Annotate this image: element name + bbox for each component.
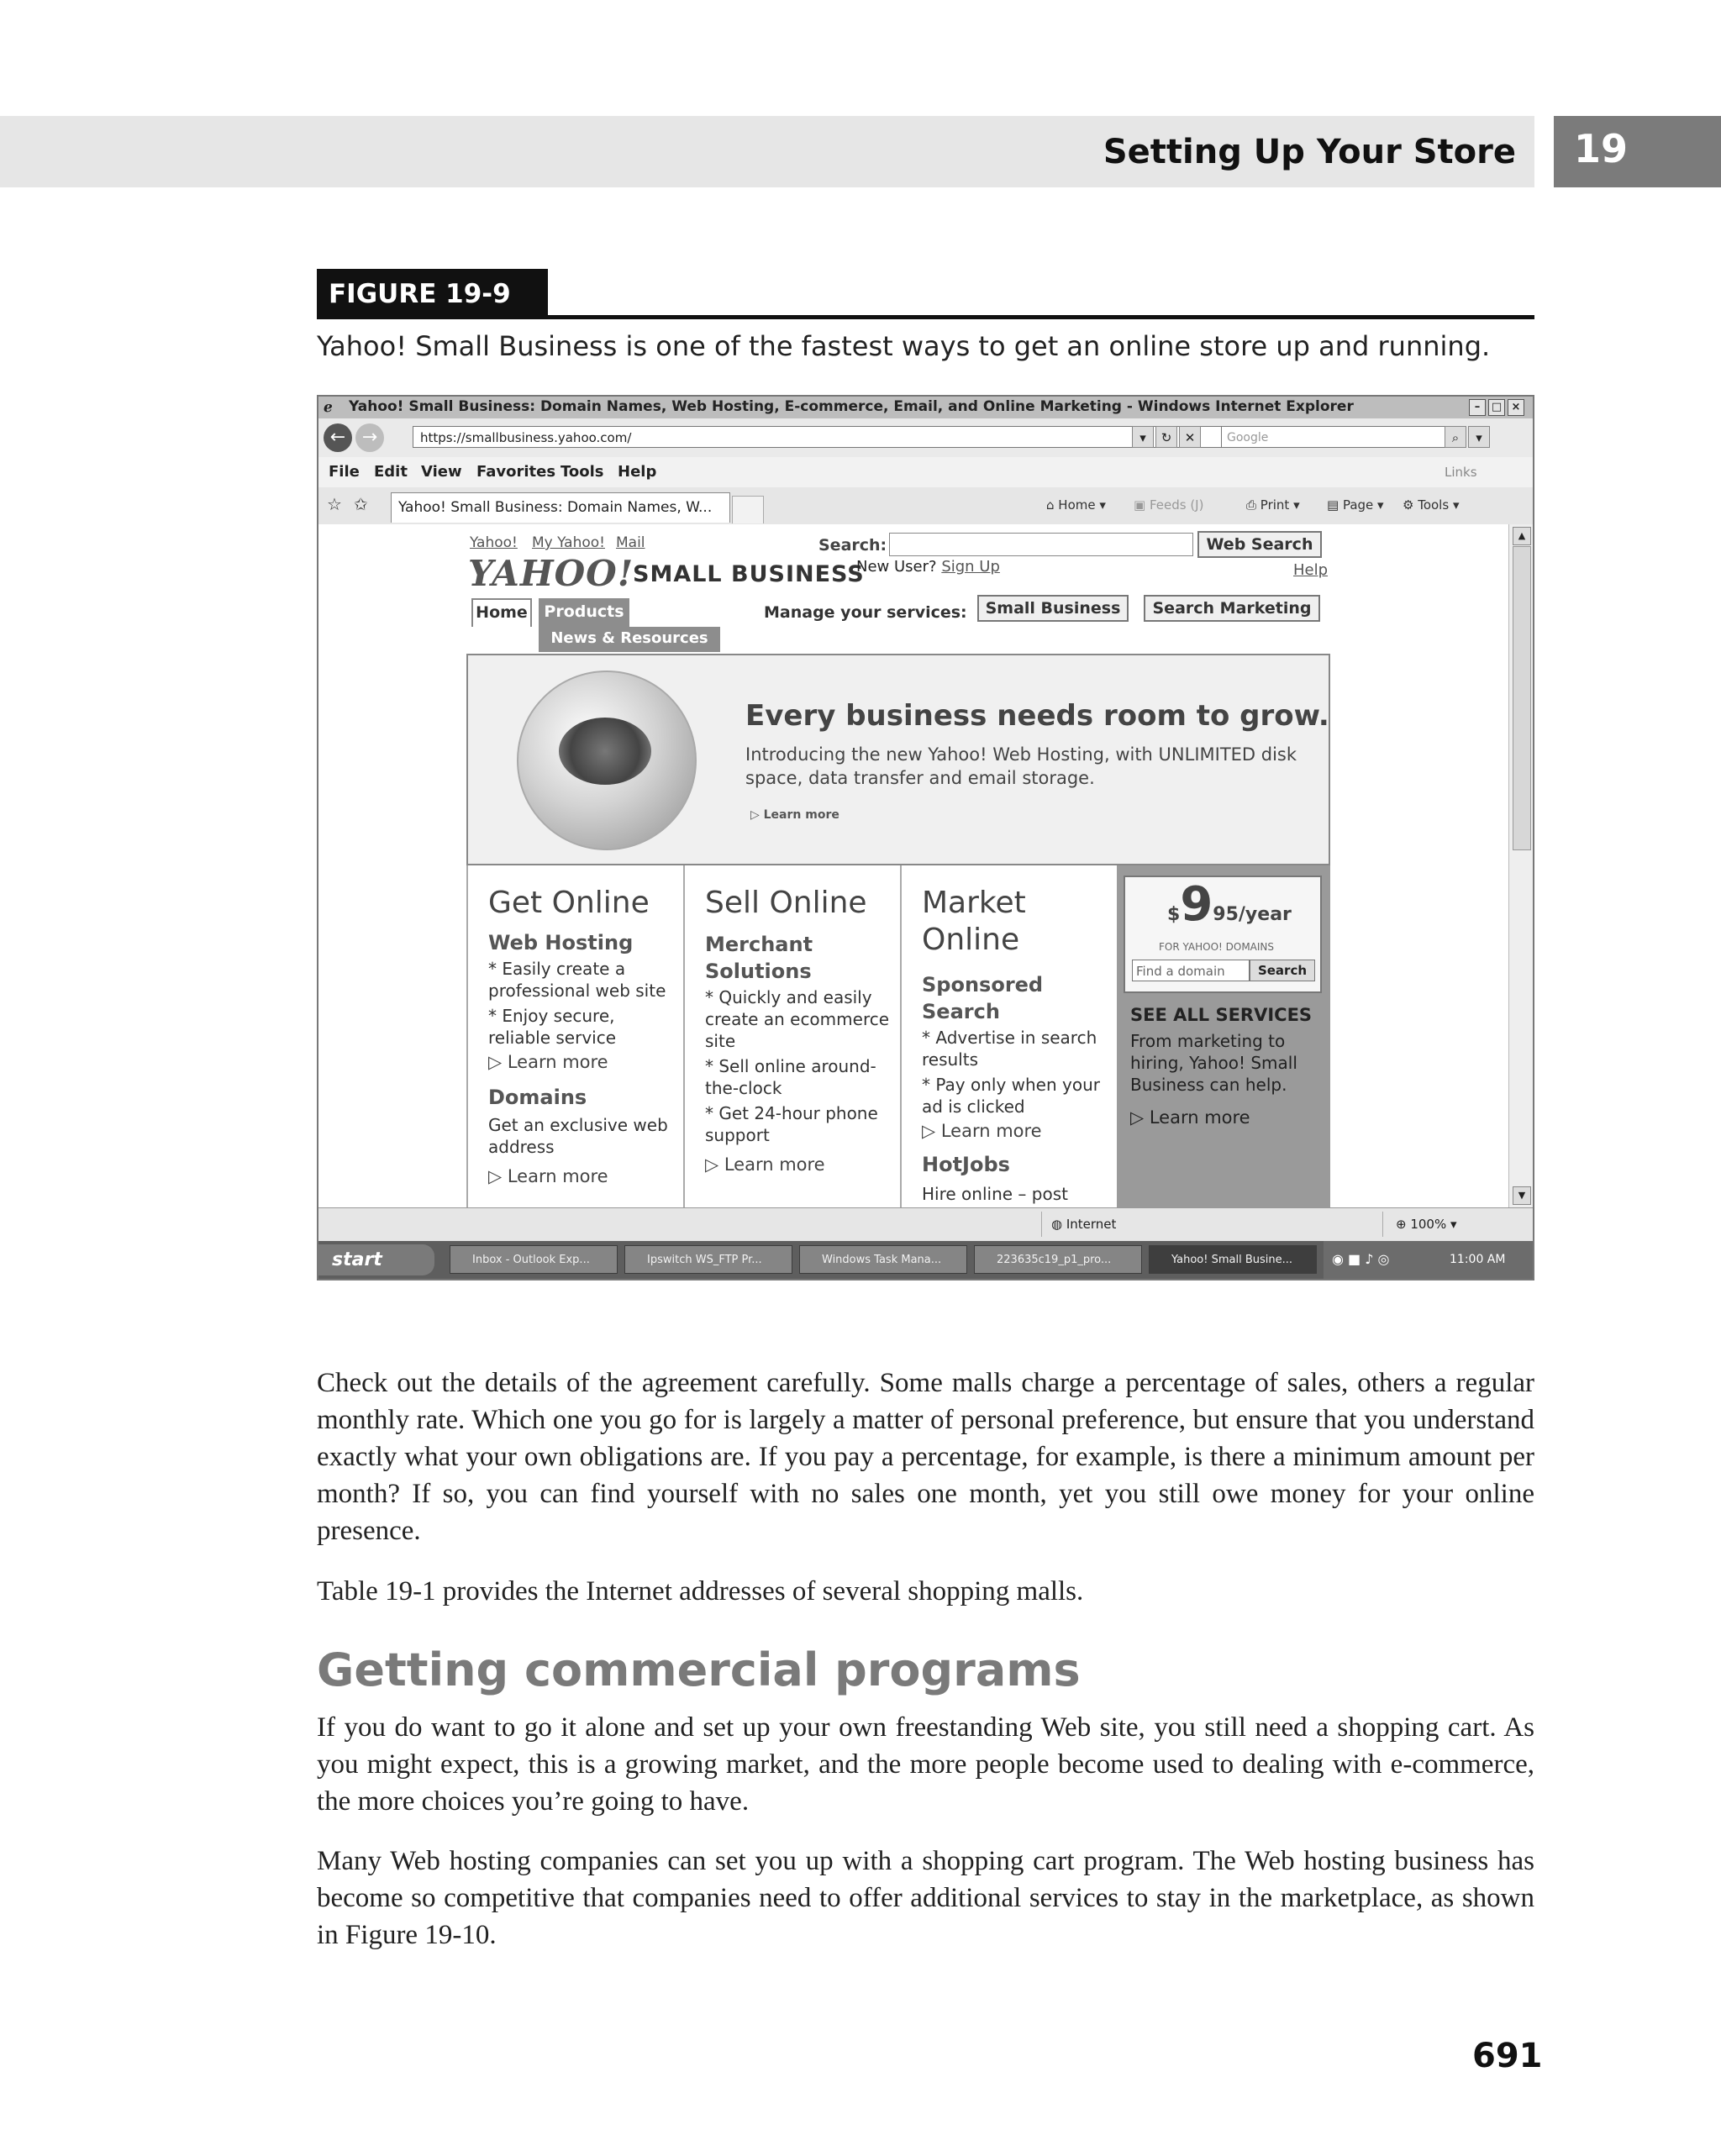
hero-learn-more[interactable]: ▷ Learn more (750, 808, 839, 822)
scroll-down-icon[interactable]: ▼ (1513, 1186, 1531, 1205)
add-favorites-icon[interactable]: ✩ (354, 494, 368, 514)
status-divider-2 (1382, 1212, 1383, 1237)
address-bar (318, 418, 1533, 458)
help-link[interactable]: Help (1293, 561, 1329, 579)
search-icon[interactable]: ⌕ (1445, 426, 1466, 448)
close-icon[interactable]: × (1508, 399, 1524, 416)
status-zone-label: Internet (1066, 1217, 1117, 1232)
menu-file[interactable]: File (329, 463, 360, 481)
taskbar (318, 1241, 1533, 1279)
tab-news-resources[interactable]: News & Resources (539, 627, 720, 652)
hero-headline: Every business needs room to grow. (745, 699, 1329, 733)
browser-tab-active[interactable] (391, 492, 730, 523)
services-sidebar (1117, 865, 1330, 1207)
manage-services-label: Manage your services: (764, 603, 967, 622)
status-divider (1041, 1212, 1042, 1237)
home-command[interactable]: ⌂ Home ▾ (1046, 497, 1106, 513)
chapter-number-tab (1554, 116, 1721, 187)
task-ftp[interactable]: Ipswitch WS_FTP Pr... (624, 1245, 792, 1274)
web-search-button[interactable]: Web Search (1197, 531, 1322, 558)
favorites-star-icon[interactable]: ☆ (327, 494, 342, 514)
forward-icon[interactable]: → (355, 423, 384, 452)
running-header-title: Setting Up Your Store (1103, 133, 1516, 171)
sign-up-link[interactable]: Sign Up (941, 558, 1000, 576)
menu-tools[interactable]: Tools (561, 463, 604, 481)
link-yahoo[interactable]: Yahoo! (470, 534, 518, 551)
url-field[interactable]: https://smallbusiness.yahoo.com/ (413, 426, 1223, 448)
home-label: Home (1058, 497, 1096, 513)
figure-caption: Yahoo! Small Business is one of the fastest ways to get an online store up and running. (317, 330, 1491, 362)
print-label: Print (1260, 497, 1290, 513)
search-options-icon[interactable]: ▾ (1468, 426, 1490, 448)
new-user-text: New User? (856, 558, 937, 576)
web-page (318, 524, 1508, 1207)
paragraph-freestanding: If you do want to go it alone and set up your own freestanding Web site, you still need a shopping cart. As you might expect, this is a growing market, and the more people become used to dealing with e-commerce, the more choices you’re going to have. (317, 1712, 1534, 1817)
zoom-level[interactable]: ⊕ 100% ▾ (1396, 1217, 1457, 1232)
pufferfish-image (559, 718, 651, 785)
price-dollar: $ (1167, 904, 1181, 925)
get-online-column (466, 865, 683, 1207)
sponsored-learn-more-label: Learn more (940, 1121, 1042, 1141)
sponsored-search-heading[interactable]: Sponsored Search (922, 973, 1044, 1023)
new-tab-button[interactable] (732, 496, 764, 523)
web-hosting-heading[interactable]: Web Hosting (488, 931, 634, 954)
window-title: Yahoo! Small Business: Domain Names, Web Hosting, E-commerce, Email, and Online Marketing - Windows Internet Explorer (349, 398, 1354, 415)
domains-heading[interactable]: Domains (488, 1086, 587, 1109)
merchant-learn-more-label: Learn more (724, 1154, 825, 1175)
tools-label: Tools (1418, 497, 1450, 513)
links-label[interactable]: Links (1445, 465, 1477, 480)
domain-price (1167, 877, 1292, 932)
search-label: Search: (818, 536, 887, 555)
see-all-services-heading[interactable]: SEE ALL SERVICES (1130, 1005, 1313, 1025)
tray-icons[interactable]: ◉ ■ ♪ ◎ (1332, 1251, 1390, 1267)
merchant-solutions-heading[interactable]: Merchant Solutions (705, 933, 813, 983)
web-hosting-bullet-1: * Easily create a professional web site (488, 959, 666, 1001)
hotjobs-heading[interactable]: HotJobs (922, 1153, 1010, 1176)
new-user-prompt (856, 558, 1000, 576)
browser-screenshot (317, 395, 1534, 1280)
zoom-label: 100% (1410, 1217, 1447, 1232)
menu-bar (318, 457, 1533, 488)
price-cents: 95/year (1213, 904, 1292, 925)
feeds-label: Feeds (J) (1149, 497, 1204, 513)
scroll-thumb[interactable] (1513, 546, 1531, 850)
menu-view[interactable]: View (421, 463, 462, 481)
paragraph-hosting: Many Web hosting companies can set you up with a shopping cart program. The Web hosting business has become so competitive that companies need to offer additional services to stay in the marketplace, as shown in Figure 19-10. (317, 1846, 1534, 1950)
yahoo-logo[interactable]: YAHOO! (468, 553, 634, 594)
tab-products[interactable]: Products (539, 598, 629, 627)
feeds-command[interactable]: ▣ Feeds (J) (1134, 497, 1204, 513)
price-whole: 9 (1180, 877, 1213, 932)
minimize-icon[interactable]: – (1469, 399, 1486, 416)
get-online-title: Get Online (488, 886, 650, 920)
web-hosting-bullet-2: * Enjoy secure, reliable service (488, 1006, 617, 1048)
domains-learn-more-label: Learn more (507, 1166, 608, 1186)
see-all-services-text: From marketing to hiring, Yahoo! Small Business can help. (1130, 1031, 1297, 1095)
merchant-bullet-1: * Quickly and easily create an ecommerce site (705, 987, 890, 1051)
domain-price-box (1124, 876, 1322, 993)
dropdown-icon[interactable]: ▾ (1132, 426, 1154, 448)
task-document[interactable]: 223635c19_p1_pro... (974, 1245, 1142, 1274)
start-button[interactable]: start (318, 1244, 434, 1275)
hotjobs-text: Hire online – post (922, 1184, 1068, 1204)
tab-home[interactable]: Home (471, 598, 532, 627)
menu-help[interactable]: Help (618, 463, 657, 481)
small-business-brand: SMALL BUSINESS (633, 561, 865, 587)
status-zone: ◍ Internet (1051, 1217, 1117, 1232)
domain-price-note: FOR YAHOO! DOMAINS (1159, 941, 1275, 953)
find-domain-input[interactable]: Find a domain (1132, 960, 1250, 981)
clock: 11:00 AM (1450, 1253, 1506, 1266)
task-yahoo-browser[interactable]: Yahoo! Small Busine... (1149, 1245, 1317, 1274)
scroll-up-icon[interactable]: ▲ (1513, 527, 1531, 545)
tab-bar (318, 487, 1533, 525)
sell-online-title: Sell Online (705, 886, 867, 920)
link-mail[interactable]: Mail (616, 534, 645, 551)
market-online-column (900, 865, 1117, 1207)
search-marketing-button[interactable]: Search Marketing (1144, 595, 1320, 622)
back-icon[interactable]: ← (324, 423, 352, 452)
paragraph-agreement: Check out the details of the agreement carefully. Some malls charge a percentage of sales, others a regular monthly rate. Which one you go for is largely a matter of personal preference, but ensure that you understand exactly what your own obligations are. If you pay a percentage, for example, is there a minimum amount per month? If so, you can find yourself with no sales one month, yet you still owe money for your online presence. (317, 1368, 1534, 1546)
see-all-learn-more[interactable]: ▷ Learn more (1130, 1107, 1250, 1128)
hero-learn-more-label: Learn more (763, 808, 839, 822)
maximize-icon[interactable]: □ (1488, 399, 1505, 416)
figure-label: FIGURE 19-9 (317, 269, 548, 317)
link-my-yahoo[interactable]: My Yahoo! (532, 534, 605, 551)
status-bar (318, 1207, 1533, 1242)
stop-icon[interactable]: ✕ (1179, 426, 1201, 448)
small-business-button[interactable]: Small Business (977, 595, 1129, 622)
hero-banner (466, 654, 1330, 865)
web-hosting-learn-more[interactable]: ▷ Learn more (488, 1052, 608, 1072)
chapter-number: 19 (1574, 126, 1629, 171)
fishbowl-image (517, 670, 697, 850)
task-task-manager[interactable]: Windows Task Mana... (799, 1245, 967, 1274)
market-online-title-1: Market (922, 886, 1026, 920)
merchant-bullet-3: * Get 24-hour phone support (705, 1103, 878, 1145)
see-all-learn-more-label: Learn more (1149, 1107, 1250, 1128)
refresh-icon[interactable]: ↻ (1155, 426, 1177, 448)
sponsored-learn-more[interactable]: ▷ Learn more (922, 1121, 1042, 1141)
domains-text: Get an exclusive web address (488, 1115, 668, 1157)
menu-favorites[interactable]: Favorites (476, 463, 556, 481)
domain-search-button[interactable]: Search (1250, 960, 1315, 981)
ie-icon: ℯ (324, 399, 333, 416)
page-label: Page (1342, 497, 1374, 513)
market-online-title-2: Online (922, 923, 1020, 957)
sponsored-bullet-1: * Advertise in search results (922, 1028, 1097, 1070)
figure-rule (317, 315, 1534, 319)
paragraph-table-ref: Table 19-1 provides the Internet addresses of several shopping malls. (317, 1576, 1084, 1606)
tab-title: Yahoo! Small Business: Domain Names, W... (398, 499, 713, 516)
tools-command[interactable]: ⚙ Tools ▾ (1403, 497, 1460, 513)
domains-learn-more[interactable]: ▷ Learn more (488, 1166, 608, 1186)
task-outlook[interactable]: Inbox - Outlook Exp... (450, 1245, 618, 1274)
print-command[interactable]: ⎙ Print ▾ (1246, 497, 1300, 513)
hero-subtext: Introducing the new Yahoo! Web Hosting, with UNLIMITED disk space, data transfer and email storage. (745, 744, 1297, 788)
web-hosting-learn-more-label: Learn more (507, 1052, 608, 1072)
menu-edit[interactable]: Edit (374, 463, 408, 481)
merchant-learn-more[interactable]: ▷ Learn more (705, 1154, 825, 1175)
sell-online-column (683, 865, 900, 1207)
section-heading: Getting commercial programs (317, 1643, 1081, 1696)
window-titlebar (318, 397, 1533, 418)
vertical-scrollbar[interactable] (1508, 524, 1534, 1207)
yahoo-search-input[interactable] (889, 533, 1193, 556)
page-number: 691 (1472, 2037, 1543, 2075)
system-tray (1324, 1241, 1533, 1279)
search-input[interactable]: Google (1221, 426, 1465, 448)
page-command[interactable]: ▤ Page ▾ (1327, 497, 1384, 513)
sponsored-bullet-2: * Pay only when your ad is clicked (922, 1075, 1100, 1117)
merchant-bullet-2: * Sell online around-the-clock (705, 1056, 876, 1098)
